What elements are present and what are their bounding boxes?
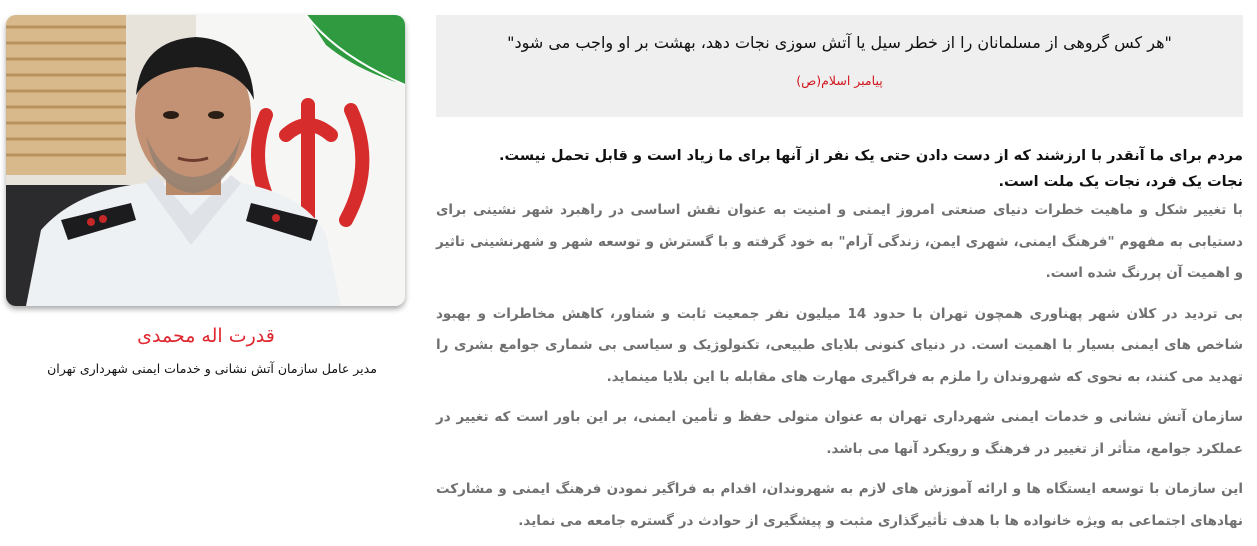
- lead-line: نجات یک فرد، نجات یک ملت است.: [998, 174, 1243, 190]
- body-paragraph: سازمان آتش نشانی و خدمات ایمنی شهرداری تهران به عنوان متولی حفظ و تأمین ایمنی، بر این باور است که تغییر در عملکرد جوامع، متأثر از تغییر در فرهنگ و رویکرد آنها می باشد.: [436, 409, 1243, 457]
- body-paragraph: بی تردید در کلان شهر پهناوری همچون تهران با حدود 14 میلیون نفر جمعیت ثابت و شناور، کاهش مخاطرات و بهبود شاخص های ایمنی بسیار با اهمیت است. در دنیای کنونی بلایای طبیعی، تکنولوژیک و سیاسی بی شماری جوامع بشری را تهدید می کنند، به نحوی که شهروندان را ملزم به فراگیری مهارت های مقابله با این بلایا مینماید.: [436, 305, 1243, 385]
- profile-name: قدرت اله محمدی: [137, 325, 275, 347]
- body-paragraph: این سازمان با توسعه ایستگاه ها و ارائه آموزش های لازم به شهروندان، اقدام به فراگیر نمودن فرهنگ ایمنی و مشارکت نهادهای اجتماعی به ویژه خانواده ها با هدف تأثیرگذاری مثبت و پیشگیری از حوادث در گستره جامعه می نماید.: [436, 481, 1243, 529]
- body-paragraph: با تغییر شکل و ماهیت خطرات دنیای صنعتی امروز ایمنی و امنیت به عنوان نقش اساسی در راهبرد شهر نشینی برای دستیابی به مفهوم "فرهنگ ایمنی، شهری ایمن، زندگی آرام" به خود گرفته و با گسترش و توسعه شهر و شهرنشینی تاثیر و اهمیت آن پررنگ شده است.: [436, 202, 1243, 281]
- main-content: [436, 143, 1243, 546]
- quote-text: "هر کس گروهی از مسلمانان را از خطر سیل یا آتش سوزی نجات دهد، بهشت بر او واجب می شود": [507, 33, 1172, 52]
- profile-photo: [6, 15, 405, 306]
- profile-card: [0, 0, 412, 528]
- quote-box: [436, 15, 1243, 117]
- lead-line: مردم برای ما آنقدر با ارزشند که از دست دادن حتی یک نفر از آنها برای ما زیاد است و قابل تحمل نیست.: [498, 148, 1243, 164]
- profile-role: مدیر عامل سازمان آتش نشانی و خدمات ایمنی شهرداری تهران: [47, 361, 377, 376]
- quote-author: پیامبر اسلام(ص): [796, 73, 883, 88]
